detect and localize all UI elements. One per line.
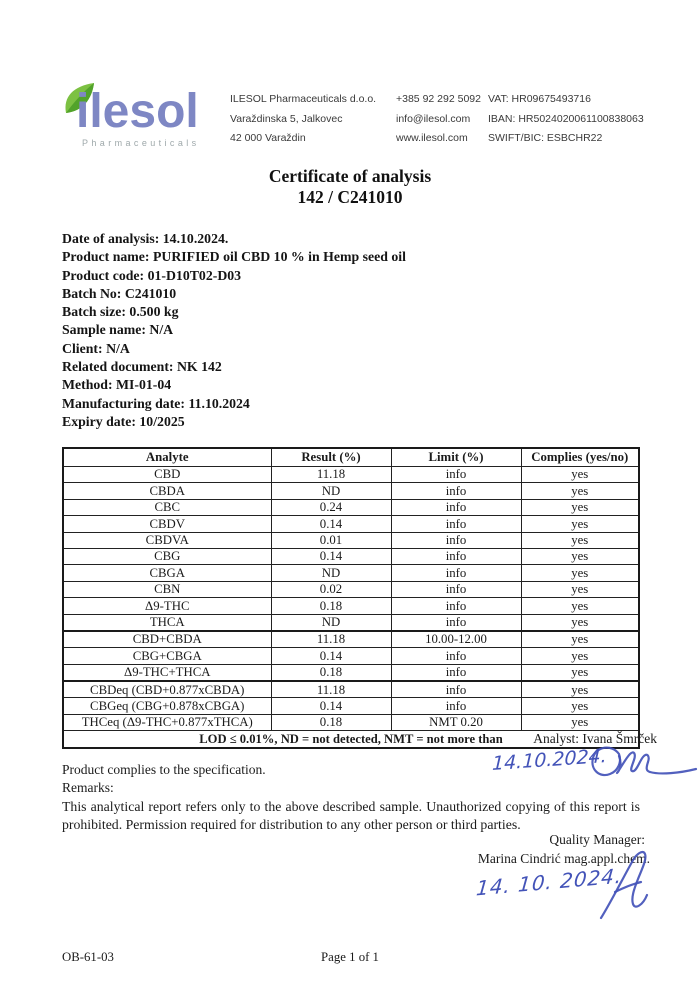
detail-date-of-analysis: Date of analysis: 14.10.2024.	[62, 231, 229, 246]
table-cell-analyte: Δ9-THC+THCA	[63, 664, 271, 681]
detail-related-document: Related document: NK 142	[62, 359, 222, 375]
company-city: 42 000 Varaždin	[230, 132, 306, 144]
table-cell-complies: yes	[521, 648, 639, 664]
table-row	[63, 664, 639, 681]
company-registry-block	[488, 90, 644, 149]
table-cell-complies: yes	[521, 516, 639, 532]
disclaimer-text: This analytical report refers only to the above described sample. Unauthorized copying of this report is prohibited. Permission required for distribution to any other person or third parties.	[62, 799, 640, 832]
table-row	[63, 483, 639, 499]
sample-details	[62, 230, 406, 431]
company-vat: VAT: HR09675493716	[488, 93, 591, 105]
table-cell-result: 0.14	[271, 548, 391, 564]
table-row	[63, 648, 639, 664]
table-cell-complies: yes	[521, 664, 639, 681]
table-cell-result: ND	[271, 483, 391, 499]
table-cell-analyte: CBG	[63, 548, 271, 564]
company-logo	[62, 80, 222, 160]
table-cell-complies: yes	[521, 614, 639, 631]
table-cell-result: 0.14	[271, 648, 391, 664]
qm-name: Marina Cindrić mag.appl.chem.	[477, 851, 650, 866]
compliance-statement: Product complies to the specification.	[62, 762, 266, 777]
company-email: info@ilesol.com	[396, 112, 471, 125]
detail-sample-name: Sample name: N/A	[62, 322, 174, 338]
table-cell-complies: yes	[521, 548, 639, 564]
table-cell-complies: yes	[521, 714, 639, 730]
analyst-handwritten-date: 14.10.2024.	[491, 744, 608, 776]
detail-batch-size: Batch size: 0.500 kg	[62, 304, 179, 320]
document-title-line1: Certificate of analysis	[268, 166, 432, 186]
table-cell-analyte: CBDVA	[63, 532, 271, 548]
table-cell-complies: yes	[521, 681, 639, 698]
detail-product-name: Product name: PURIFIED oil CBD 10 % in Hemp seed oil	[62, 249, 406, 265]
document-title	[0, 166, 700, 208]
table-cell-limit: info	[391, 532, 521, 548]
table-cell-limit: info	[391, 548, 521, 564]
table-cell-analyte: CBN	[63, 581, 271, 597]
company-address-block	[230, 90, 376, 149]
col-header-complies: Complies (yes/no)	[521, 448, 639, 467]
table-cell-limit: info	[391, 467, 521, 483]
table-cell-limit: info	[391, 483, 521, 499]
table-footnote: LOD ≤ 0.01%, ND = not detected, NMT = not more than	[63, 731, 639, 748]
table-cell-analyte: CBGA	[63, 565, 271, 581]
detail-expiry-date: Expiry date: 10/2025	[62, 413, 185, 429]
table-cell-result: 0.18	[271, 664, 391, 681]
table-cell-analyte: CBDeq (CBD+0.877xCBDA)	[63, 681, 271, 698]
logo-tagline: Pharmaceuticals	[82, 138, 200, 148]
footer-doc-code: OB-61-03	[62, 950, 114, 964]
table-cell-result: 11.18	[271, 631, 391, 648]
table-cell-complies: yes	[521, 598, 639, 614]
table-cell-result: 11.18	[271, 681, 391, 698]
table-cell-result: 0.18	[271, 714, 391, 730]
table-cell-result: 0.24	[271, 499, 391, 515]
table-cell-limit: info	[391, 499, 521, 515]
table-row	[63, 565, 639, 581]
table-row	[63, 532, 639, 548]
table-row	[63, 598, 639, 614]
col-header-limit: Limit (%)	[391, 448, 521, 467]
table-row	[63, 516, 639, 532]
col-header-result: Result (%)	[271, 448, 391, 467]
table-cell-result: ND	[271, 565, 391, 581]
table-cell-complies: yes	[521, 499, 639, 515]
table-header-row	[63, 448, 639, 467]
table-cell-limit: NMT 0.20	[391, 714, 521, 730]
table-cell-result: 0.01	[271, 532, 391, 548]
table-cell-limit: info	[391, 614, 521, 631]
table-cell-analyte: CBDV	[63, 516, 271, 532]
analyst-label: Analyst: Ivana Šmrček	[533, 731, 657, 746]
analyst-signature	[586, 740, 700, 784]
table-cell-result: 0.14	[271, 698, 391, 714]
company-name: ILESOL Pharmaceuticals d.o.o.	[230, 93, 377, 105]
table-cell-analyte: CBD+CBDA	[63, 631, 271, 648]
company-contact-block	[396, 90, 481, 149]
table-cell-complies: yes	[521, 631, 639, 648]
results-table	[62, 447, 640, 749]
table-cell-complies: yes	[521, 565, 639, 581]
table-cell-complies: yes	[521, 532, 639, 548]
table-cell-analyte: CBG+CBGA	[63, 648, 271, 664]
logo-wordmark: ilesol	[76, 85, 199, 138]
table-cell-limit: info	[391, 698, 521, 714]
table-row	[63, 499, 639, 515]
table-cell-analyte: Δ9-THC	[63, 598, 271, 614]
col-header-analyte: Analyte	[63, 448, 271, 467]
table-cell-analyte: CBD	[63, 467, 271, 483]
table-cell-limit: info	[391, 565, 521, 581]
table-cell-result: 0.02	[271, 581, 391, 597]
table-row	[63, 714, 639, 730]
table-cell-analyte: CBC	[63, 499, 271, 515]
table-row	[63, 467, 639, 483]
company-street: Varaždinska 5, Jalkovec	[230, 112, 343, 125]
table-cell-limit: info	[391, 516, 521, 532]
results-tbody	[63, 467, 639, 731]
table-row	[63, 698, 639, 714]
detail-product-code: Product code: 01-D10T02-D03	[62, 267, 242, 283]
table-row	[63, 614, 639, 631]
table-cell-limit: info	[391, 581, 521, 597]
detail-batch-no: Batch No: C241010	[62, 285, 177, 301]
table-cell-analyte: THCeq (Δ9-THC+0.877xTHCA)	[63, 714, 271, 730]
table-row	[63, 681, 639, 698]
table-cell-analyte: THCA	[63, 614, 271, 631]
table-cell-analyte: CBGeq (CBG+0.878xCBGA)	[63, 698, 271, 714]
table-cell-result: 0.18	[271, 598, 391, 614]
table-cell-limit: 10.00-12.00	[391, 631, 521, 648]
table-cell-complies: yes	[521, 483, 639, 499]
table-cell-analyte: CBDA	[63, 483, 271, 499]
table-cell-limit: info	[391, 664, 521, 681]
company-swift: SWIFT/BIC: ESBCHR22	[488, 132, 603, 144]
footer-page-number: Page 1 of 1	[321, 950, 379, 964]
table-cell-limit: info	[391, 598, 521, 614]
qm-signature	[595, 846, 655, 920]
table-cell-complies: yes	[521, 698, 639, 714]
table-row	[63, 631, 639, 648]
company-phone: +385 92 292 5092	[396, 93, 481, 105]
company-website: www.ilesol.com	[396, 132, 468, 144]
table-row	[63, 548, 639, 564]
table-cell-result: 0.14	[271, 516, 391, 532]
table-cell-result: 11.18	[271, 467, 391, 483]
remarks-label: Remarks:	[62, 780, 114, 795]
table-cell-result: ND	[271, 614, 391, 631]
table-cell-limit: info	[391, 648, 521, 664]
qm-label: Quality Manager:	[549, 832, 645, 847]
document-title-line2: 142 / C241010	[297, 187, 403, 207]
detail-manufacturing-date: Manufacturing date: 11.10.2024	[62, 395, 250, 411]
detail-client: Client: N/A	[62, 340, 130, 356]
table-row	[63, 581, 639, 597]
table-cell-complies: yes	[521, 581, 639, 597]
table-cell-complies: yes	[521, 467, 639, 483]
qm-handwritten-date: 14. 10. 2024.	[475, 863, 624, 901]
table-cell-limit: info	[391, 681, 521, 698]
detail-method: Method: MI-01-04	[62, 377, 172, 393]
company-iban: IBAN: HR5024020061100838063	[488, 112, 644, 125]
